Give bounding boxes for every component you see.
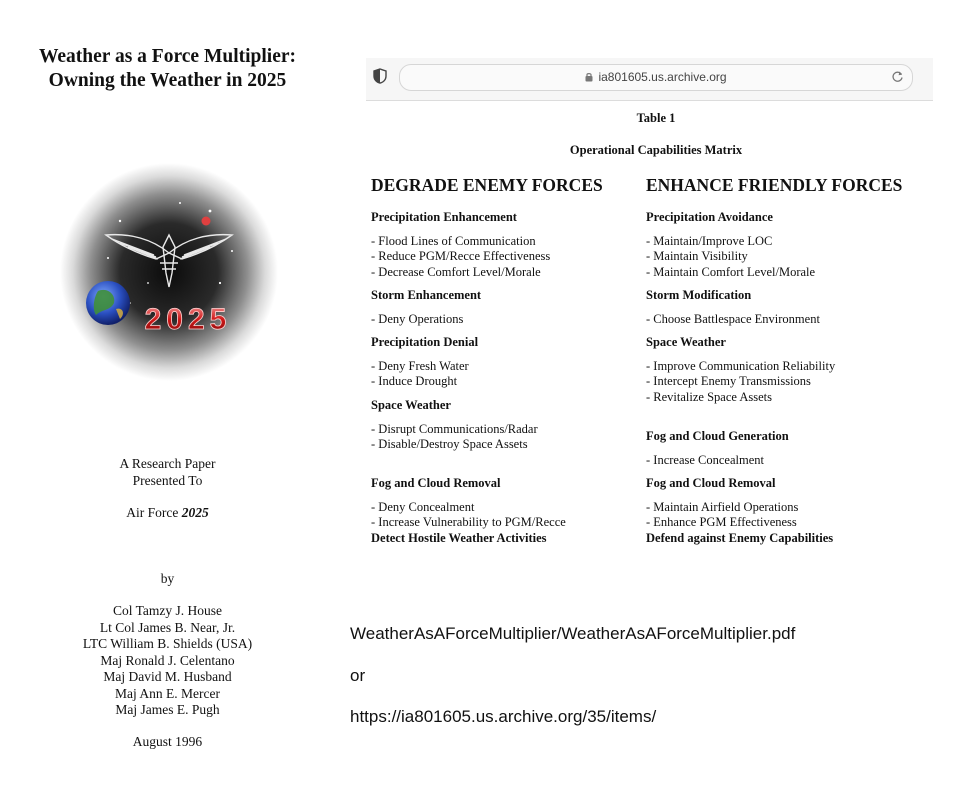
- degrade-column: [371, 174, 661, 545]
- pdf-path-text: WeatherAsAForceMultiplier/WeatherAsAForceMultiplier.pdf: [350, 624, 796, 643]
- capability-item: - Disable/Destroy Space Assets: [371, 437, 528, 452]
- capability-item: - Maintain Comfort Level/Morale: [646, 264, 816, 279]
- browser-toolbar: [366, 58, 933, 101]
- enhance-heading: ENHANCE FRIENDLY FORCES: [646, 175, 903, 195]
- section-items: [646, 453, 764, 468]
- capability-item: - Intercept Enemy Transmissions: [646, 374, 811, 389]
- section-heading: Storm Enhancement: [371, 288, 482, 302]
- section-heading: Fog and Cloud Generation: [646, 429, 789, 443]
- capability-item: - Disrupt Communications/Radar: [371, 422, 538, 436]
- section-heading: Storm Modification: [646, 288, 752, 302]
- cover-title: [0, 45, 335, 93]
- section-items: [371, 422, 538, 453]
- capability-item: - Maintain Visibility: [646, 249, 748, 264]
- capability-item: - Flood Lines of Communication: [371, 234, 536, 248]
- author-name: Maj Ann E. Mercer: [115, 685, 220, 701]
- section-heading: Defend against Enemy Capabilities: [646, 531, 834, 545]
- air-force-year: 2025: [181, 505, 209, 520]
- research-paper-caption: [0, 456, 335, 489]
- section-heading: Space Weather: [646, 335, 726, 349]
- section-items: [371, 500, 566, 531]
- research-line-1: A Research Paper: [119, 456, 216, 471]
- cover-page: [0, 0, 335, 800]
- capability-item: - Decrease Comfort Level/Morale: [371, 264, 541, 279]
- by-label: by: [160, 571, 175, 586]
- archive-url-text: https://ia801605.us.archive.org/35/items/: [350, 707, 657, 726]
- capability-item: - Deny Operations: [371, 312, 464, 326]
- address-bar[interactable]: [399, 64, 913, 91]
- capability-item: - Enhance PGM Effectiveness: [646, 515, 797, 530]
- reload-icon[interactable]: [891, 70, 904, 83]
- section-heading: Fog and Cloud Removal: [646, 476, 776, 490]
- capability-item: - Increase Vulnerability to PGM/Recce: [371, 515, 566, 530]
- emblem-2025-text: 2025: [144, 303, 232, 336]
- degrade-heading: DEGRADE ENEMY FORCES: [371, 175, 603, 195]
- capability-item: - Deny Fresh Water: [371, 359, 469, 373]
- publication-date: August 1996: [132, 734, 203, 749]
- capability-item: - Choose Battlespace Environment: [646, 312, 820, 326]
- lock-icon: [585, 72, 593, 82]
- author-name: LTC William B. Shields (USA): [82, 636, 253, 651]
- author-name: Maj James E. Pugh: [115, 702, 220, 717]
- url-text: ia801605.us.archive.org: [598, 70, 727, 84]
- air-force-2025-emblem-icon: [60, 163, 278, 381]
- table-number: Table 1: [636, 111, 676, 125]
- author-name: Maj Ronald J. Celentano: [100, 652, 235, 668]
- section-items: [371, 312, 463, 327]
- capability-item: - Reduce PGM/Recce Effectiveness: [371, 249, 551, 264]
- presented-to-line: [0, 505, 335, 522]
- author-name: Col Tamzy J. House: [112, 603, 223, 618]
- section-items: [646, 234, 815, 280]
- section-heading: Precipitation Enhancement: [371, 210, 517, 224]
- capability-item: - Maintain Airfield Operations: [646, 500, 799, 514]
- capability-item: - Improve Communication Reliability: [646, 359, 836, 373]
- author-name: Lt Col James B. Near, Jr.: [99, 619, 236, 635]
- capability-item: - Increase Concealment: [646, 453, 764, 467]
- cover-title-line2: Owning the Weather in 2025: [48, 70, 287, 91]
- section-items: [646, 312, 820, 327]
- author-list: [0, 603, 335, 719]
- section-items: [371, 359, 469, 390]
- shield-icon[interactable]: [373, 68, 387, 84]
- section-heading: Precipitation Denial: [371, 335, 479, 349]
- capability-item: - Maintain/Improve LOC: [646, 234, 773, 248]
- section-items: [646, 500, 798, 531]
- table-title: Operational Capabilities Matrix: [569, 143, 743, 157]
- air-force-prefix: Air Force: [126, 505, 182, 520]
- address-text-wrap: [400, 70, 912, 84]
- section-items: [371, 234, 550, 280]
- or-text: or: [350, 666, 366, 685]
- research-line-2: Presented To: [132, 472, 203, 488]
- section-heading: Space Weather: [371, 398, 451, 412]
- capability-item: - Revitalize Space Assets: [646, 389, 773, 404]
- section-heading: Fog and Cloud Removal: [371, 476, 501, 490]
- section-heading: Precipitation Avoidance: [646, 210, 773, 224]
- capability-item: - Induce Drought: [371, 374, 458, 389]
- section-heading: Detect Hostile Weather Activities: [371, 531, 547, 545]
- author-name: Maj David M. Husband: [103, 669, 232, 684]
- cover-title-line1: Weather as a Force Multiplier:: [38, 46, 297, 67]
- section-items: [646, 359, 835, 405]
- capability-item: - Deny Concealment: [371, 500, 475, 514]
- enhance-column: [646, 174, 936, 545]
